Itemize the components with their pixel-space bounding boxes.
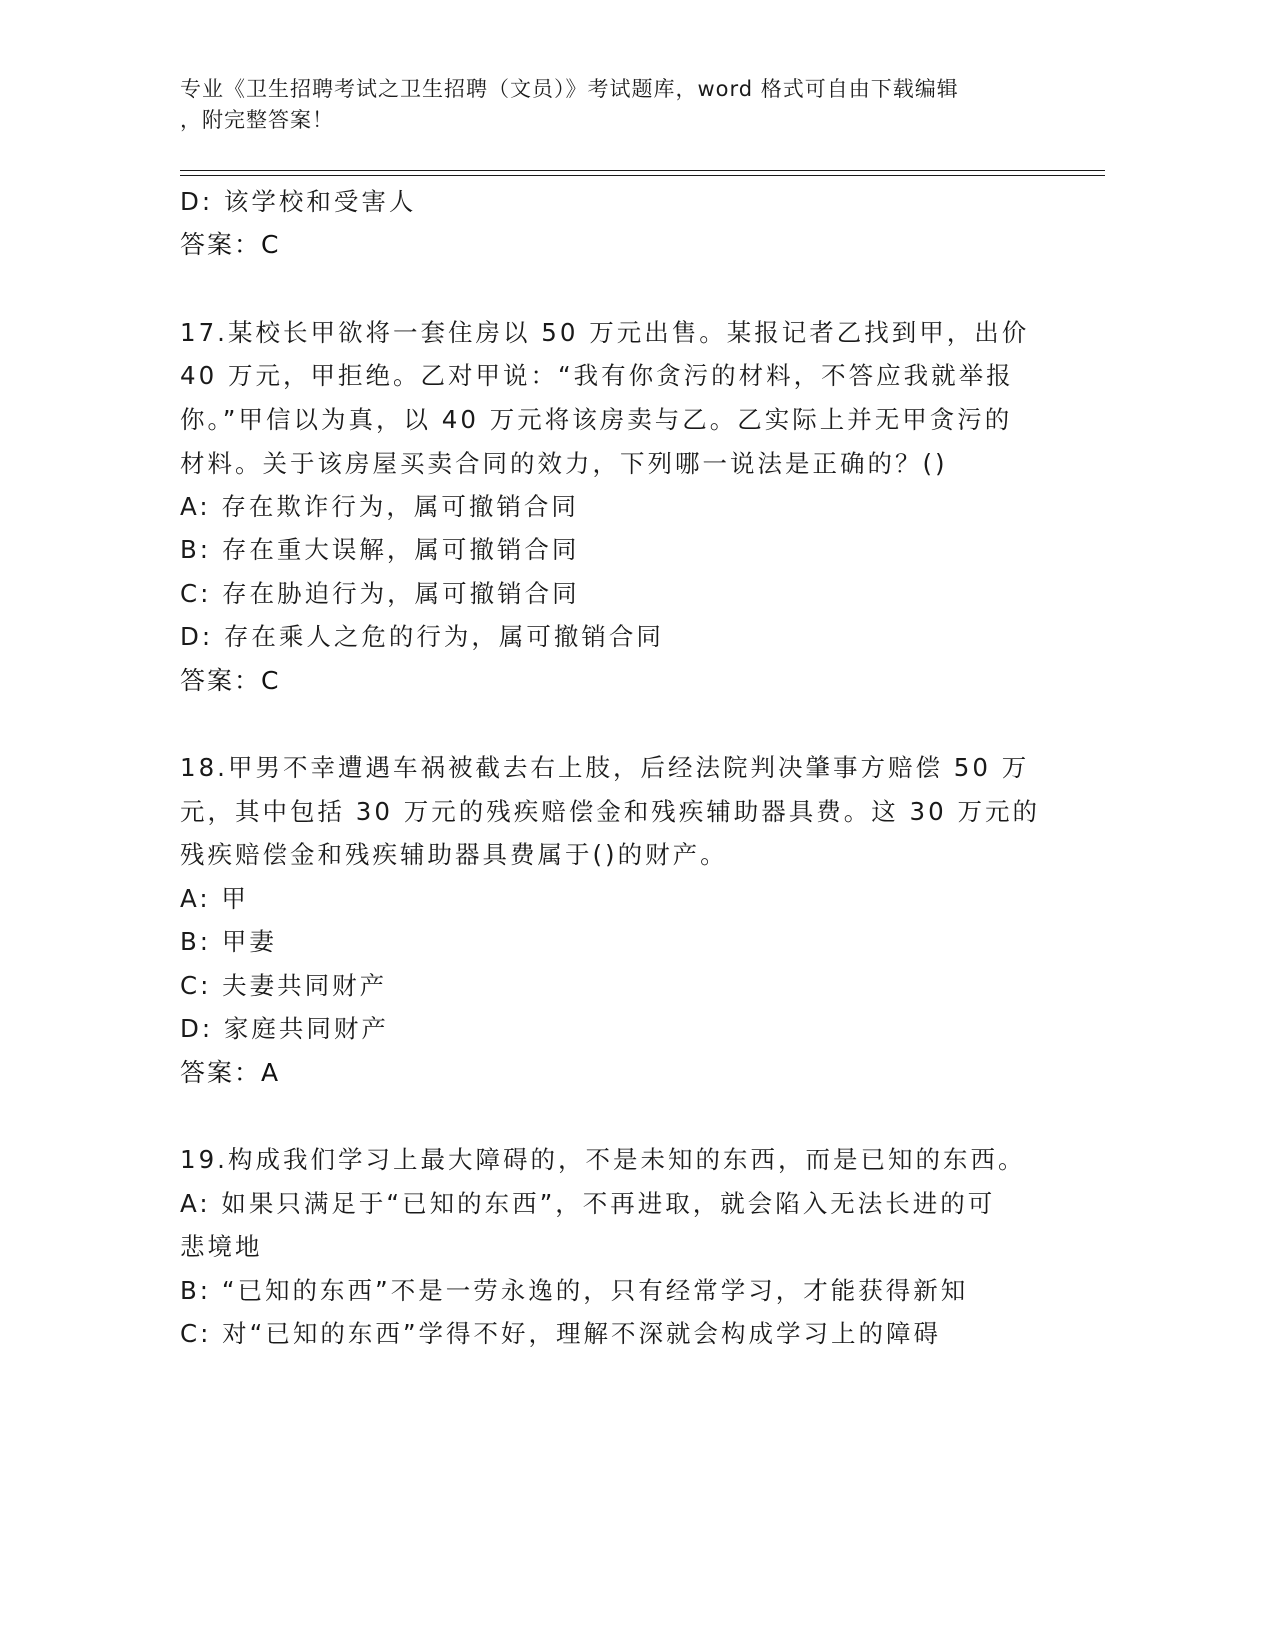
q17-stem-line-4: 材料。关于该房屋买卖合同的效力，下列哪一说法是正确的？(): [180, 449, 948, 478]
q17-stem-line-3: 你。”甲信以为真，以 40 万元将该房卖与乙。乙实际上并无甲贪污的: [180, 405, 1013, 434]
q18-option-b: B: 甲妻: [180, 927, 277, 956]
document-header: [180, 74, 1040, 136]
q17-option-c: C: 存在胁迫行为，属可撤销合同: [180, 579, 580, 608]
q19-option-a-line-2: 悲境地: [180, 1232, 263, 1261]
q16-option-d: D: 该学校和受害人: [180, 187, 417, 216]
q18-option-d: D: 家庭共同财产: [180, 1014, 389, 1043]
q18-option-a: A: 甲: [180, 884, 249, 913]
q17-stem-line-2: 40 万元，甲拒绝。乙对甲说：“我有你贪污的材料，不答应我就举报: [180, 361, 1014, 390]
q16-answer: 答案：C: [180, 230, 281, 259]
q19-option-c: C: 对“已知的东西”学得不好，理解不深就会构成学习上的障碍: [180, 1319, 942, 1348]
q17-option-d: D: 存在乘人之危的行为，属可撤销合同: [180, 622, 664, 651]
q19-option-a-line-1: A: 如果只满足于“已知的东西”，不再进取，就会陷入无法长进的可: [180, 1189, 996, 1218]
q18-answer: 答案：A: [180, 1058, 281, 1087]
q19-stem-line-1: 19.构成我们学习上最大障碍的，不是未知的东西，而是已知的东西。: [180, 1145, 1026, 1174]
header-rule-top: [180, 170, 1105, 171]
header-line-1: 专业《卫生招聘考试之卫生招聘（文员）》考试题库，word 格式可自由下载编辑: [180, 77, 959, 101]
q18-option-c: C: 夫妻共同财产: [180, 971, 388, 1000]
q17-answer: 答案：C: [180, 666, 281, 695]
q18-stem-line-3: 残疾赔偿金和残疾辅助器具费属于()的财产。: [180, 840, 728, 869]
q17-option-b: B: 存在重大误解，属可撤销合同: [180, 535, 580, 564]
q18-stem-line-2: 元，其中包括 30 万元的残疾赔偿金和残疾辅助器具费。这 30 万元的: [180, 797, 1040, 826]
q17-stem-line-1: 17.某校长甲欲将一套住房以 50 万元出售。某报记者乙找到甲，出价: [180, 318, 1030, 347]
q18-stem-line-1: 18.甲男不幸遭遇车祸被截去右上肢，后经法院判决肇事方赔偿 50 万: [180, 753, 1030, 782]
header-line-2: ，附完整答案！: [180, 108, 334, 132]
q17-option-a: A: 存在欺诈行为，属可撤销合同: [180, 492, 579, 521]
q19-option-b: B: “已知的东西”不是一劳永逸的，只有经常学习，才能获得新知: [180, 1276, 969, 1305]
header-rule-bottom: [180, 175, 1105, 176]
